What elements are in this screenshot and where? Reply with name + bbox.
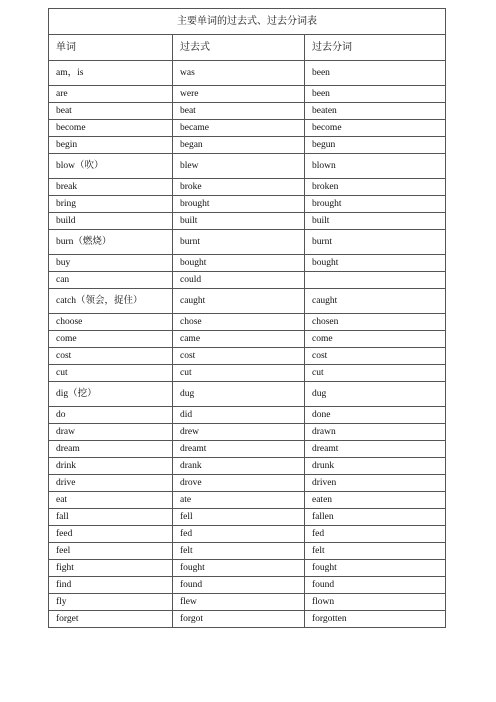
table-row bbox=[49, 543, 446, 560]
past-participle-cell: dreamt bbox=[305, 441, 446, 458]
past-tense-cell: fell bbox=[173, 509, 305, 526]
past-tense-cell: beat bbox=[173, 103, 305, 120]
past-tense-cell: fed bbox=[173, 526, 305, 543]
past-tense-cell: dreamt bbox=[173, 441, 305, 458]
table-row bbox=[49, 458, 446, 475]
word-cell: can bbox=[49, 272, 173, 289]
past-participle-cell: beaten bbox=[305, 103, 446, 120]
table-row bbox=[49, 272, 446, 289]
past-participle-cell: bought bbox=[305, 255, 446, 272]
past-tense-cell: bought bbox=[173, 255, 305, 272]
word-cell: fly bbox=[49, 594, 173, 611]
header-past-participle: 过去分词 bbox=[305, 35, 446, 61]
past-participle-cell: fed bbox=[305, 526, 446, 543]
past-participle-cell: flown bbox=[305, 594, 446, 611]
word-cell: catch（领会，捉住） bbox=[49, 289, 173, 314]
past-participle-cell: drunk bbox=[305, 458, 446, 475]
table-row bbox=[49, 407, 446, 424]
word-cell: drive bbox=[49, 475, 173, 492]
table-row bbox=[49, 179, 446, 196]
word-cell: become bbox=[49, 120, 173, 137]
past-tense-cell: felt bbox=[173, 543, 305, 560]
table-row bbox=[49, 103, 446, 120]
word-cell: do bbox=[49, 407, 173, 424]
past-tense-cell: blew bbox=[173, 154, 305, 179]
past-tense-cell: forgot bbox=[173, 611, 305, 628]
word-cell: bring bbox=[49, 196, 173, 213]
table-row bbox=[49, 314, 446, 331]
past-tense-cell: fought bbox=[173, 560, 305, 577]
word-cell: dig（挖） bbox=[49, 382, 173, 407]
past-tense-cell: broke bbox=[173, 179, 305, 196]
past-participle-cell: been bbox=[305, 61, 446, 86]
past-tense-cell: dug bbox=[173, 382, 305, 407]
past-participle-cell: eaten bbox=[305, 492, 446, 509]
past-tense-cell: drove bbox=[173, 475, 305, 492]
past-participle-cell: forgotten bbox=[305, 611, 446, 628]
word-cell: cut bbox=[49, 365, 173, 382]
table-row bbox=[49, 526, 446, 543]
word-cell: eat bbox=[49, 492, 173, 509]
table-row bbox=[49, 61, 446, 86]
table-row bbox=[49, 382, 446, 407]
past-tense-cell: cost bbox=[173, 348, 305, 365]
past-participle-cell: been bbox=[305, 86, 446, 103]
past-tense-cell: was bbox=[173, 61, 305, 86]
table-row bbox=[49, 86, 446, 103]
table-row bbox=[49, 120, 446, 137]
word-cell: dream bbox=[49, 441, 173, 458]
word-cell: come bbox=[49, 331, 173, 348]
word-cell: find bbox=[49, 577, 173, 594]
table-row bbox=[49, 560, 446, 577]
past-participle-cell: built bbox=[305, 213, 446, 230]
past-tense-cell: drank bbox=[173, 458, 305, 475]
past-participle-cell: dug bbox=[305, 382, 446, 407]
past-tense-cell: ate bbox=[173, 492, 305, 509]
table-row bbox=[49, 577, 446, 594]
word-cell: cost bbox=[49, 348, 173, 365]
word-cell: beat bbox=[49, 103, 173, 120]
past-participle-cell: brought bbox=[305, 196, 446, 213]
past-participle-cell: fought bbox=[305, 560, 446, 577]
past-participle-cell bbox=[305, 272, 446, 289]
past-participle-cell: cost bbox=[305, 348, 446, 365]
past-participle-cell: found bbox=[305, 577, 446, 594]
table-row bbox=[49, 509, 446, 526]
table-row bbox=[49, 365, 446, 382]
past-participle-cell: blown bbox=[305, 154, 446, 179]
past-tense-cell: found bbox=[173, 577, 305, 594]
word-cell: break bbox=[49, 179, 173, 196]
table-row bbox=[49, 137, 446, 154]
word-cell: choose bbox=[49, 314, 173, 331]
past-tense-cell: brought bbox=[173, 196, 305, 213]
header-row bbox=[49, 35, 446, 61]
past-participle-cell: become bbox=[305, 120, 446, 137]
table-row bbox=[49, 424, 446, 441]
table-row bbox=[49, 230, 446, 255]
table-row bbox=[49, 348, 446, 365]
past-tense-cell: burnt bbox=[173, 230, 305, 255]
word-cell: forget bbox=[49, 611, 173, 628]
table-row bbox=[49, 611, 446, 628]
table-row bbox=[49, 255, 446, 272]
past-participle-cell: cut bbox=[305, 365, 446, 382]
past-participle-cell: begun bbox=[305, 137, 446, 154]
word-cell: feel bbox=[49, 543, 173, 560]
title-row bbox=[49, 9, 446, 35]
word-cell: feed bbox=[49, 526, 173, 543]
past-participle-cell: felt bbox=[305, 543, 446, 560]
word-cell: draw bbox=[49, 424, 173, 441]
past-participle-cell: done bbox=[305, 407, 446, 424]
past-tense-cell: built bbox=[173, 213, 305, 230]
table-row bbox=[49, 475, 446, 492]
past-participle-cell: come bbox=[305, 331, 446, 348]
table-row bbox=[49, 331, 446, 348]
table-row bbox=[49, 492, 446, 509]
past-participle-cell: broken bbox=[305, 179, 446, 196]
past-participle-cell: drawn bbox=[305, 424, 446, 441]
past-tense-cell: cut bbox=[173, 365, 305, 382]
header-word: 单词 bbox=[49, 35, 173, 61]
verb-forms-table bbox=[48, 8, 446, 628]
past-participle-cell: fallen bbox=[305, 509, 446, 526]
header-past-tense: 过去式 bbox=[173, 35, 305, 61]
past-tense-cell: could bbox=[173, 272, 305, 289]
past-tense-cell: came bbox=[173, 331, 305, 348]
word-cell: build bbox=[49, 213, 173, 230]
word-cell: burn（燃烧） bbox=[49, 230, 173, 255]
past-participle-cell: driven bbox=[305, 475, 446, 492]
past-tense-cell: became bbox=[173, 120, 305, 137]
past-participle-cell: caught bbox=[305, 289, 446, 314]
word-cell: begin bbox=[49, 137, 173, 154]
past-tense-cell: began bbox=[173, 137, 305, 154]
past-tense-cell: did bbox=[173, 407, 305, 424]
past-participle-cell: burnt bbox=[305, 230, 446, 255]
table-row bbox=[49, 213, 446, 230]
past-tense-cell: flew bbox=[173, 594, 305, 611]
past-tense-cell: were bbox=[173, 86, 305, 103]
word-cell: am，is bbox=[49, 61, 173, 86]
past-tense-cell: drew bbox=[173, 424, 305, 441]
table-row bbox=[49, 289, 446, 314]
past-tense-cell: chose bbox=[173, 314, 305, 331]
word-cell: drink bbox=[49, 458, 173, 475]
table-row bbox=[49, 594, 446, 611]
word-cell: fall bbox=[49, 509, 173, 526]
word-cell: blow（吹） bbox=[49, 154, 173, 179]
word-cell: are bbox=[49, 86, 173, 103]
table-row bbox=[49, 154, 446, 179]
word-cell: fight bbox=[49, 560, 173, 577]
word-cell: buy bbox=[49, 255, 173, 272]
table-title: 主要单词的过去式、过去分词表 bbox=[49, 9, 446, 35]
table-row bbox=[49, 441, 446, 458]
table-row bbox=[49, 196, 446, 213]
past-participle-cell: chosen bbox=[305, 314, 446, 331]
past-tense-cell: caught bbox=[173, 289, 305, 314]
